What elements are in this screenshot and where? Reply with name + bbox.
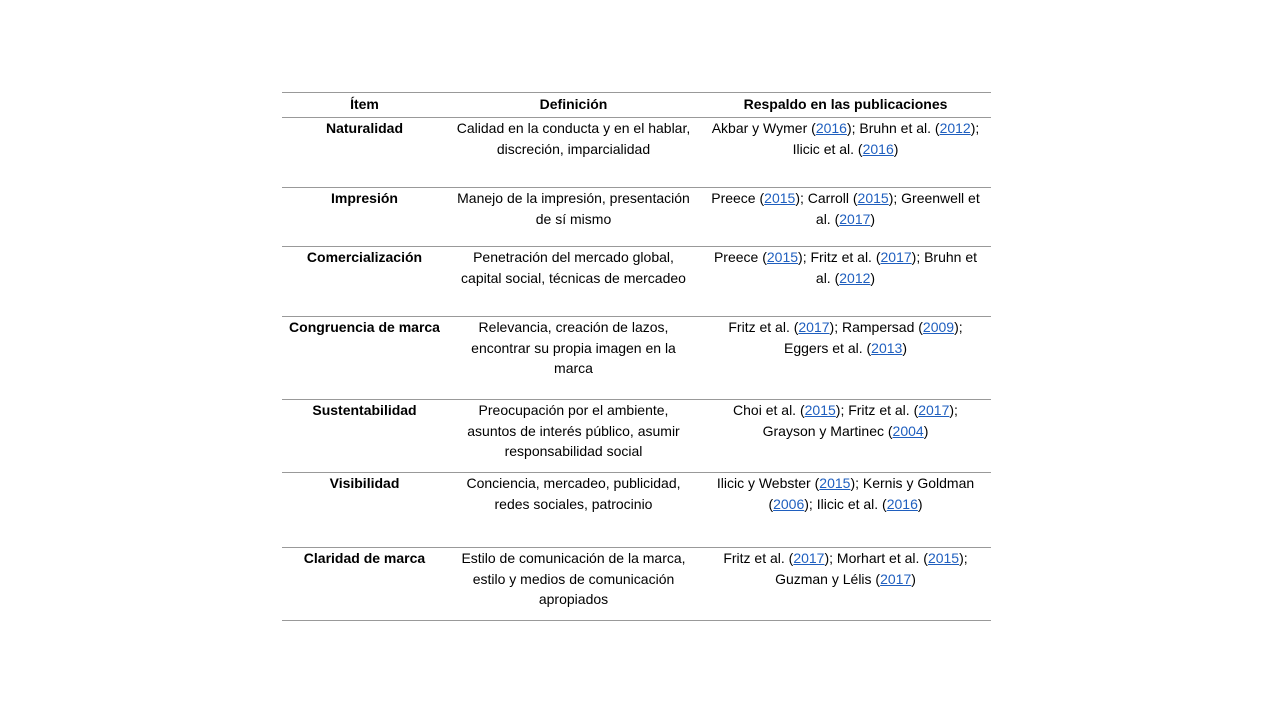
support-cell: [700, 473, 991, 548]
definition-cell: [447, 548, 700, 621]
citation-year-link[interactable]: 2013: [871, 339, 903, 356]
citation-text: ); Rampersad (: [829, 319, 923, 335]
citation-year-link[interactable]: 2016: [862, 140, 894, 157]
item-cell: [282, 317, 447, 400]
definition-text: Estilo de comunicación de la marca, estilo y medios de comunicación apropiados: [461, 550, 686, 607]
citation-text: ); Fritz et al. (: [835, 402, 919, 418]
citation-year-link[interactable]: 2012: [839, 269, 871, 286]
support-text: [700, 188, 991, 229]
citation-text: ); Bruhn et al. (: [815, 249, 978, 286]
definition-cell: [447, 247, 700, 317]
citation-text: Preece (: [713, 249, 767, 265]
item-cell: Impresión: [331, 190, 398, 206]
citation-year-link[interactable]: 2009: [922, 319, 955, 335]
support-cell: [700, 247, 991, 317]
citation-text: Choi et al. (: [733, 402, 805, 418]
support-cell: [700, 118, 991, 188]
citation-text: ); Bruhn et al. (: [846, 120, 940, 136]
table-body: [282, 118, 991, 621]
support-text: [700, 473, 991, 514]
support-text: [700, 118, 991, 159]
citation-year-link[interactable]: 2017: [880, 570, 912, 587]
brand-authenticity-table: [282, 92, 991, 621]
citation-text: ): [902, 339, 907, 356]
citation-text: ); Carroll (: [795, 190, 858, 206]
support-text: [700, 317, 991, 358]
citation-year-link[interactable]: 2006: [773, 495, 805, 512]
item-cell: Visibilidad: [329, 475, 400, 491]
citation-year-link[interactable]: 2017: [793, 550, 825, 566]
item-text: Congruencia de marca: [289, 319, 440, 335]
citation-text: Fritz et al. (: [728, 319, 799, 335]
table-row: [282, 548, 991, 621]
item-cell: Naturalidad: [325, 120, 403, 136]
citation-text: ): [923, 422, 929, 439]
citation-text: Fritz et al. (: [723, 550, 794, 566]
item-cell: Claridad de marca: [303, 550, 426, 566]
support-cell: [700, 317, 991, 400]
table-header: [282, 93, 991, 118]
header-support: Respaldo en las publicaciones: [743, 96, 948, 112]
definition-text: Relevancia, creación de lazos, encontrar su propia imagen en la marca: [471, 319, 676, 376]
citation-text: Preece (: [711, 190, 765, 206]
citation-year-link[interactable]: 2015: [927, 550, 960, 566]
table-row: [282, 188, 991, 247]
citation-text: ); Guzman y Lélis (: [775, 550, 968, 587]
citation-year-link[interactable]: 2017: [880, 249, 912, 265]
citation-text: ); Kernis y Goldman (: [768, 475, 975, 512]
citation-year-link[interactable]: 2015: [764, 190, 796, 206]
citation-year-link[interactable]: 2017: [918, 402, 950, 418]
citation-year-link[interactable]: 2015: [766, 249, 799, 265]
support-cell: [700, 548, 991, 621]
definition-text: Penetración del mercado global, capital social, técnicas de mercadeo: [461, 249, 686, 286]
citation-text: ); Morhart et al. (: [824, 550, 928, 566]
citation-text: ): [870, 210, 876, 227]
definition-text: Preocupación por el ambiente, asuntos de interés público, asumir responsabilidad social: [467, 402, 680, 459]
citation-text: ); Eggers et al. (: [784, 319, 963, 356]
citation-year-link[interactable]: 2017: [839, 210, 871, 227]
definition-cell: [447, 317, 700, 400]
definition-cell: [447, 400, 700, 473]
citation-year-link[interactable]: 2004: [892, 422, 924, 439]
support-text: [700, 247, 991, 288]
citation-year-link[interactable]: 2016: [815, 120, 847, 136]
citation-year-link[interactable]: 2015: [857, 190, 889, 206]
citation-text: ): [893, 140, 899, 157]
item-cell: Comercialización: [306, 249, 423, 265]
citation-text: ): [917, 495, 923, 512]
citation-year-link[interactable]: 2015: [804, 402, 836, 418]
header-row: [282, 93, 991, 118]
citation-text: ); Fritz et al. (: [798, 249, 881, 265]
citation-year-link[interactable]: 2015: [819, 475, 851, 491]
citation-text: ); Ilicic et al. (: [792, 120, 980, 157]
support-cell: [700, 188, 991, 247]
support-cell: [700, 400, 991, 473]
support-text: [700, 548, 991, 589]
item-cell: Sustentabilidad: [312, 402, 417, 418]
definition-text: Conciencia, mercadeo, publicidad, redes sociales, patrocinio: [466, 475, 681, 512]
citation-year-link[interactable]: 2017: [798, 319, 830, 335]
table-row: [282, 400, 991, 473]
citation-text: ): [911, 570, 916, 587]
definition-cell: [447, 118, 700, 188]
table-row: [282, 317, 991, 400]
table-row: [282, 473, 991, 548]
support-text: [700, 400, 991, 441]
citation-year-link[interactable]: 2016: [886, 495, 918, 512]
citation-year-link[interactable]: 2012: [939, 120, 971, 136]
citation-text: Akbar y Wymer (: [711, 120, 816, 136]
definition-cell: [447, 473, 700, 548]
citation-text: ); Ilicic et al. (: [804, 495, 887, 512]
table-row: [282, 118, 991, 188]
definition-text: Calidad en la conducta y en el hablar, discreción, imparcialidad: [456, 120, 691, 157]
definition-text: Manejo de la impresión, presentación de sí mismo: [457, 190, 690, 227]
citation-text: ); Greenwell et al. (: [815, 190, 980, 227]
citation-text: ): [870, 269, 876, 286]
citation-text: Ilicic y Webster (: [716, 475, 820, 491]
header-item: Ítem: [350, 96, 379, 112]
citation-text: ); Grayson y Martinec (: [762, 402, 958, 439]
header-definition: Definición: [539, 96, 608, 112]
table-row: [282, 247, 991, 317]
definition-cell: [447, 188, 700, 247]
